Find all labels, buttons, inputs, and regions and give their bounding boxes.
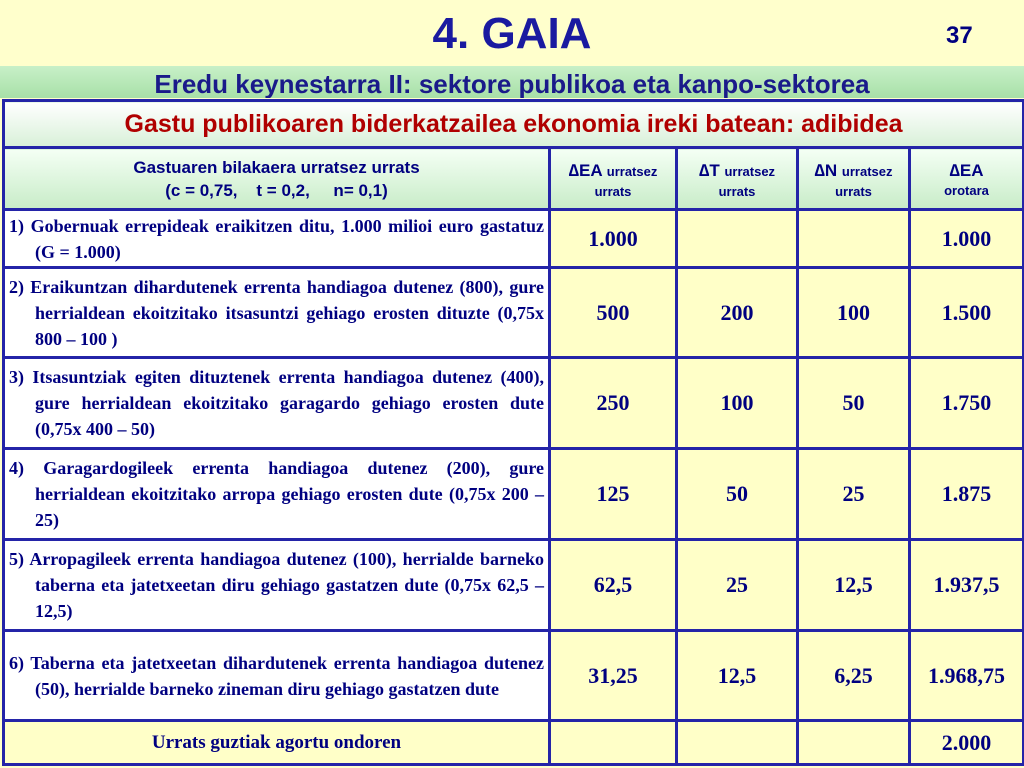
row-delta-n: 50 [798,358,910,449]
slide-title: 4. GAIA [432,9,592,58]
table-row [4,210,1024,268]
row-total: 1.500 [910,268,1024,358]
row-delta-t: 50 [677,449,798,540]
table-header-row [4,148,1024,210]
header-delta-ea-step-main: ∆EA [568,160,603,180]
row-delta-t [677,210,798,268]
row-total: 1.968,75 [910,631,1024,721]
header-description-params: (c = 0,75, t = 0,2, n= 0,1) [165,180,388,200]
table-row [4,268,1024,358]
row-delta-n: 12,5 [798,540,910,631]
table-row [4,540,1024,631]
row-description: 5) Arropagileek errenta handiagoa dutenez (100), herrialde barneko taberna eta jatetxeetan diru gehiago gastatzen dute (0,75x 62,5 – 12,5) [4,540,550,631]
row-description: 2) Eraikuntzan dihardutenek errenta handiagoa dutenez (800), gure herrialdean ekoitzitako itsasuntzi gehiago erosten dituzte (0,75x 800 – 100 ) [4,268,550,358]
row-delta-n: 6,25 [798,631,910,721]
row-delta-t: 12,5 [677,631,798,721]
row-delta-t: 200 [677,268,798,358]
table-row [4,358,1024,449]
table-banner: Gastu publikoaren biderkatzailea ekonomia ireki batean: adibidea [4,101,1024,148]
final-row-delta-t [677,721,798,765]
header-delta-ea-step-sub1: urratsez [606,163,658,179]
final-row-label: Urrats guztiak agortu ondoren [4,721,550,765]
table-banner-row [4,101,1024,148]
header-delta-t-step-main: ∆T [698,160,720,180]
row-total: 1.750 [910,358,1024,449]
final-row-delta-ea [550,721,677,765]
row-delta-t: 25 [677,540,798,631]
table-row [4,449,1024,540]
header-delta-ea-total [910,148,1024,210]
table-row [4,631,1024,721]
row-description: 1) Gobernuak errepideak eraikitzen ditu, 1.000 milioi euro gastatuz (G = 1.000) [4,210,550,268]
header-delta-n-step-main: ∆N [814,160,838,180]
header-delta-ea-total-sub: orotara [944,183,989,198]
header-delta-n-step-sub1: urratsez [841,163,893,179]
row-total: 1.000 [910,210,1024,268]
row-delta-ea: 500 [550,268,677,358]
row-description: 4) Garagardogileek errenta handiagoa dutenez (200), gure herrialdean ekoitzitako arropa gehiago erosten dute (0,75x 200 – 25) [4,449,550,540]
multiplier-table [2,99,1024,766]
row-delta-ea: 31,25 [550,631,677,721]
header-delta-t-step-sub2: urrats [718,183,756,199]
table-final-row [4,721,1024,765]
row-delta-n: 100 [798,268,910,358]
final-row-total: 2.000 [910,721,1024,765]
header-delta-t-step [677,148,798,210]
row-delta-ea: 62,5 [550,540,677,631]
row-delta-ea: 1.000 [550,210,677,268]
row-delta-ea: 250 [550,358,677,449]
final-row-delta-n [798,721,910,765]
slide-subtitle: Eredu keynestarra II: sektore publikoa eta kanpo-sektorea [0,66,1024,98]
header-delta-n-step [798,148,910,210]
row-delta-n: 25 [798,449,910,540]
header-description [4,148,550,210]
header-delta-ea-step-sub2: urrats [594,183,632,199]
header-delta-n-step-sub2: urrats [835,183,872,199]
header-delta-ea-total-main: ∆EA [949,161,984,180]
header-description-title: Gastuaren bilakaera urratsez urrats [133,157,420,177]
row-delta-t: 100 [677,358,798,449]
row-delta-ea: 125 [550,449,677,540]
header-delta-t-step-sub1: urratsez [724,163,776,179]
row-description: 3) Itsasuntziak egiten dituztenek errenta handiagoa dutenez (400), gure herrialdean ekoitzitako garagardo gehiago erosten dute (0,75x 400 – 50) [4,358,550,449]
page-number: 37 [946,22,973,49]
header-delta-ea-step [550,148,677,210]
row-total: 1.937,5 [910,540,1024,631]
row-description: 6) Taberna eta jatetxeetan dihardutenek errenta handiagoa dutenez (50), herrialde barneko zineman diru gehiago gastatzen dute [4,631,550,721]
row-delta-n [798,210,910,268]
row-total: 1.875 [910,449,1024,540]
